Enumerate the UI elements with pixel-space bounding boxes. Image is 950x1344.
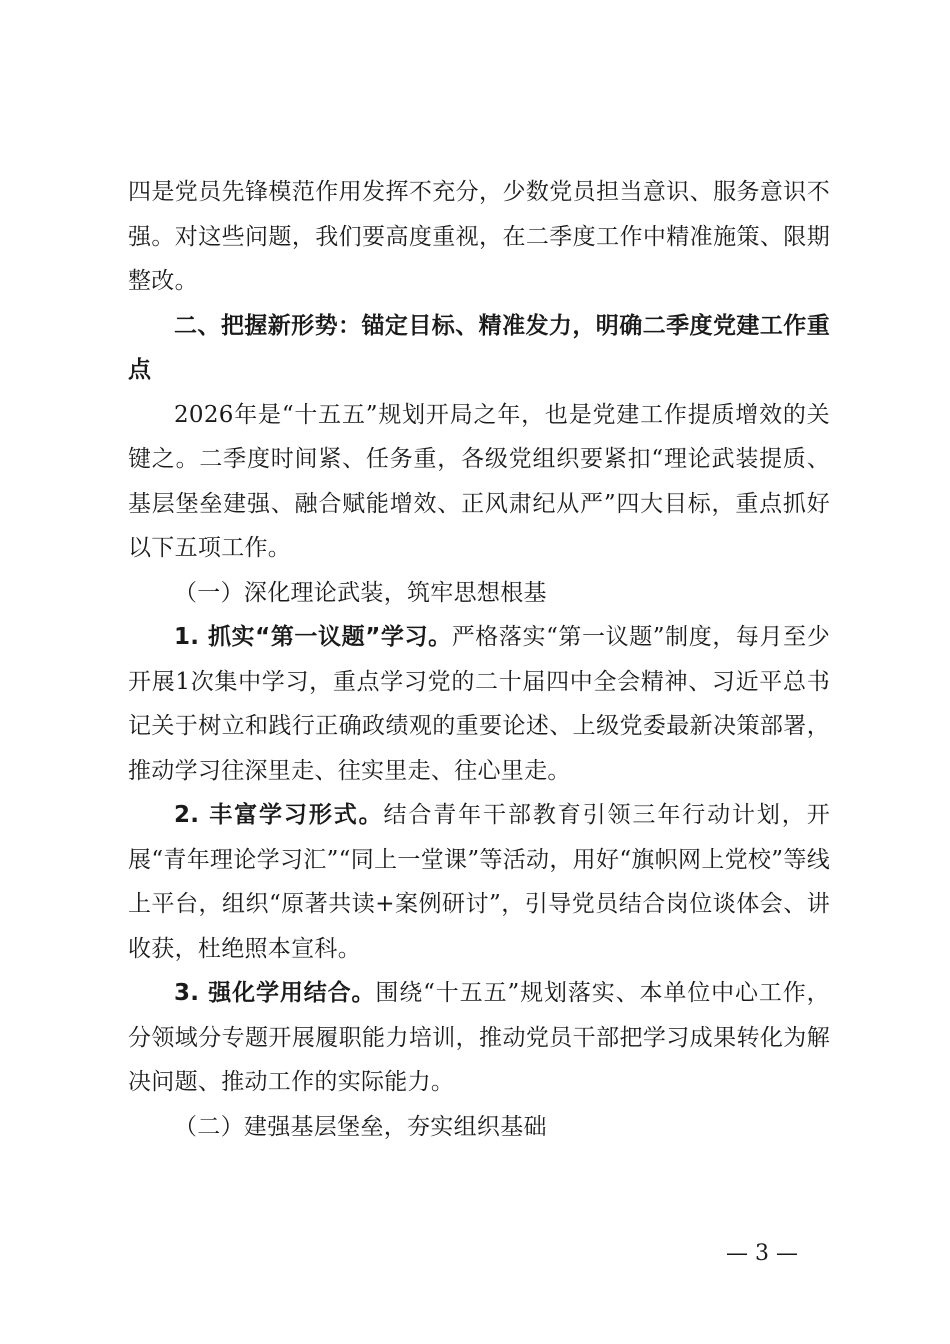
- paragraph-item-2: [128, 793, 830, 971]
- item-1-text: 严格落实“第一议题”制度，每月至少开展1次集中学习，重点学习党的二十届四中全会精神、习近平总书记关于树立和践行正确政绩观的重要论述、上级党委最新决策部署，推动学习往深里走、往实里走、往心里走。: [128, 624, 830, 784]
- item-1-lead: 1. 抓实“第一议题”学习。: [174, 624, 452, 650]
- subsection-heading-1: （一）深化理论武装，筑牢思想根基: [174, 579, 547, 606]
- paragraph-item-3: [128, 971, 830, 1105]
- document-body: [128, 170, 830, 1149]
- paragraph-item-1: [128, 615, 830, 793]
- item-2-text: 结合青年干部教育引领三年行动计划，开展“青年理论学习汇”“同上一堂课”等活动，用好“旗帜网上党校”等线上平台，组织“原著共读+案例研讨”，引导党员结合岗位谈体会、讲收获，杜绝照本宣科。: [128, 802, 830, 962]
- page-number: — 3 —: [726, 1241, 798, 1266]
- item-3-lead: 3. 强化学用结合。: [174, 980, 376, 1006]
- paragraph-continuation: 四是党员先锋模范作用发挥不充分，少数党员担当意识、服务意识不强。对这些问题，我们要高度重视，在二季度工作中精准施策、限期整改。: [128, 179, 830, 294]
- section-heading-2: 二、把握新形势：锚定目标、精准发力，明确二季度党建工作重点: [128, 312, 830, 383]
- item-2-lead: 2. 丰富学习形式。: [174, 802, 384, 828]
- item-3-text: 围绕“十五五”规划落实、本单位中心工作，分领域分专题开展履职能力培训，推动党员干部把学习成果转化为解决问题、推动工作的实际能力。: [128, 980, 830, 1095]
- subsection-heading-2: （二）建强基层堡垒，夯实组织基础: [174, 1113, 547, 1140]
- paragraph-intro: 2026年是“十五五”规划开局之年，也是党建工作提质增效的关键之。二季度时间紧、任务重，各级党组织要紧扣“理论武装提质、基层堡垒建强、融合赋能增效、正风肃纪从严”四大目标，重点抓好以下五项工作。: [128, 401, 830, 561]
